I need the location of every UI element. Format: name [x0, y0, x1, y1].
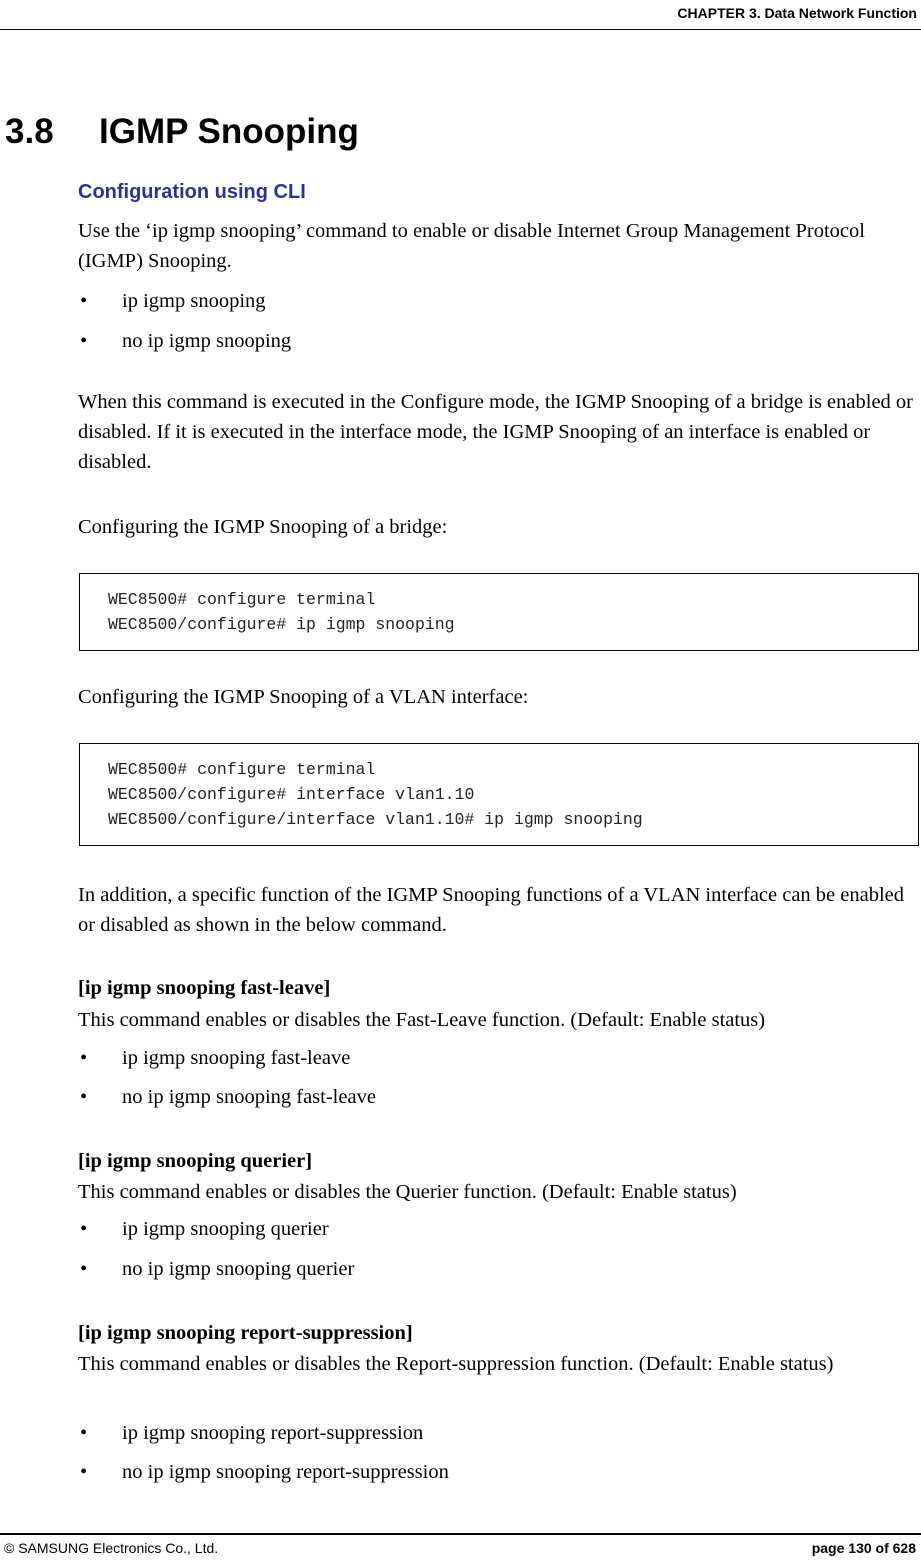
command-description: This command enables or disables the Querier function. (Default: Enable status) — [78, 1181, 737, 1203]
mode-paragraph: When this command is executed in the Configure mode, the IGMP Snooping of a bridge is enabled or disabled. If it is executed in the interface mode, the IGMP Snooping of an interface is enabled or disabled. — [78, 391, 914, 473]
bullet-icon: • — [80, 1218, 88, 1240]
list-item-text: no ip igmp snooping fast-leave — [122, 1086, 376, 1108]
list-item-text: ip igmp snooping querier — [122, 1218, 329, 1240]
vlan-label: Configuring the IGMP Snooping of a VLAN interface: — [78, 686, 529, 708]
bullet-icon: • — [80, 1422, 88, 1444]
command-heading: [ip igmp snooping fast-leave] — [78, 977, 331, 999]
list-item — [78, 326, 291, 356]
bridge-label: Configuring the IGMP Snooping of a bridge: — [78, 516, 448, 538]
list-item — [78, 1214, 329, 1244]
command-heading: [ip igmp snooping querier] — [78, 1150, 313, 1172]
footer-copyright: © SAMSUNG Electronics Co., Ltd. — [4, 1540, 219, 1556]
code-block-vlan — [79, 743, 919, 846]
list-item — [78, 286, 266, 316]
bullet-icon: • — [80, 1086, 88, 1108]
bullet-icon: • — [80, 330, 88, 352]
code-line: WEC8500/configure/interface vlan1.10# ip igmp snooping — [108, 810, 643, 829]
list-item-text: no ip igmp snooping report-suppression — [122, 1461, 449, 1483]
addition-paragraph: In addition, a specific function of the IGMP Snooping functions of a VLAN interface can be enabled or disabled as shown in the below command. — [78, 884, 905, 936]
code-line: WEC8500# configure terminal — [108, 590, 376, 609]
footer-divider — [0, 1533, 921, 1535]
code-line: WEC8500/configure# ip igmp snooping — [108, 615, 455, 634]
section-name: IGMP Snooping — [99, 112, 359, 151]
command-heading: [ip igmp snooping report-suppression] — [78, 1322, 413, 1344]
section-title — [5, 112, 359, 152]
list-item-text: ip igmp snooping fast-leave — [122, 1047, 351, 1069]
bullet-icon: • — [80, 290, 88, 312]
list-item-text: no ip igmp snooping — [122, 330, 292, 352]
intro-paragraph: Use the ‘ip igmp snooping’ command to enable or disable Internet Group Management Protocol (IGMP) Snooping. — [78, 220, 865, 272]
bullet-icon: • — [80, 1461, 88, 1483]
code-block-bridge — [79, 573, 919, 651]
subheading: Configuration using CLI — [78, 181, 306, 203]
list-item-text: no ip igmp snooping querier — [122, 1258, 355, 1280]
list-item — [78, 1082, 376, 1112]
command-description: This command enables or disables the Report-suppression function. (Default: Enable status) — [78, 1353, 834, 1375]
section-number: 3.8 — [5, 112, 54, 151]
code-line: WEC8500/configure# interface vlan1.10 — [108, 785, 475, 804]
footer-page-number: page 130 of 628 — [811, 1540, 916, 1556]
page-header — [0, 0, 921, 30]
list-item — [78, 1418, 423, 1448]
list-item-text: ip igmp snooping report-suppression — [122, 1422, 424, 1444]
list-item-text: ip igmp snooping — [122, 290, 266, 312]
list-item — [78, 1254, 354, 1284]
command-description: This command enables or disables the Fast-Leave function. (Default: Enable status) — [78, 1009, 766, 1031]
list-item — [78, 1043, 350, 1073]
list-item — [78, 1457, 449, 1487]
bullet-icon: • — [80, 1258, 88, 1280]
code-line: WEC8500# configure terminal — [108, 760, 376, 779]
bullet-icon: • — [80, 1047, 88, 1069]
chapter-title: CHAPTER 3. Data Network Function — [677, 5, 917, 21]
